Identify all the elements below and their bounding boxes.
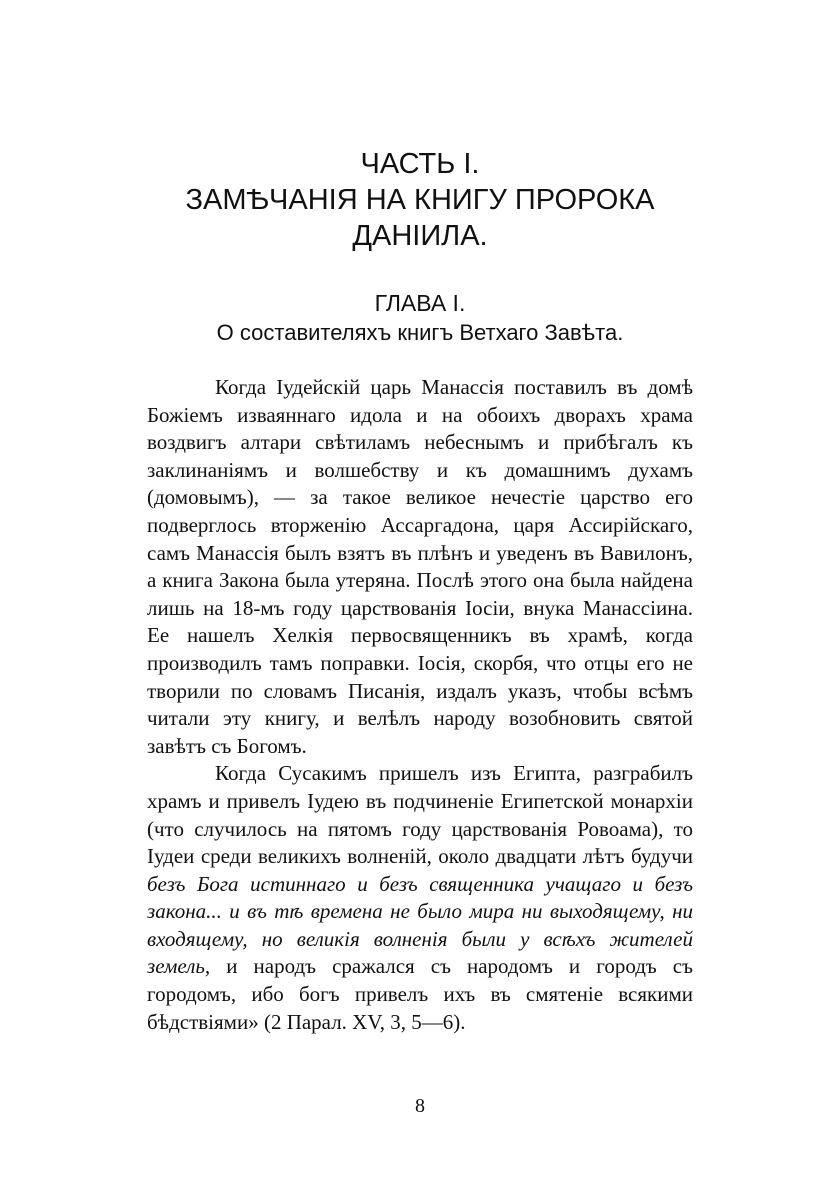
part-heading: [0, 146, 840, 254]
body-text: [147, 374, 693, 1036]
chapter-title: О составителяхъ книгъ Ветхаго Завѣта.: [216, 320, 624, 345]
part-number: ЧАСТЬ I.: [360, 148, 480, 180]
page-number: 8: [415, 1095, 425, 1117]
part-title-line-2: ДАНІИЛА.: [352, 220, 488, 252]
paragraph-2: [147, 760, 693, 1036]
part-title-line-1: ЗАМѢЧАНІЯ НА КНИГУ ПРОРОКА: [185, 184, 655, 216]
paragraph-2-text-start: Когда Сусакимъ пришелъ изъ Египта, разграбилъ храмъ и привелъ Iудею въ подчиненіе Египетской монархіи (что случилось на пятомъ году царствованія Ровоама), то Iудеи среди великихъ волненій, около двадцати лѣтъ будучи: [147, 761, 693, 869]
chapter-heading: [0, 288, 840, 348]
paragraph-2-scripture-quote: безъ Бога истиннаго и безъ священника учащаго и безъ закона... и въ тѣ времена не было мира ни выходящему, ни входящему, но великія волненія были у всѣхъ жителей земель,: [147, 871, 693, 979]
paragraph-1: Когда Iудейскій царь Манассія поставилъ въ домѣ Божіемъ изваяннаго идола и на обоихъ дворахъ храма воздвигъ алтари свѣтиламъ небеснымъ и прибѣгалъ къ заклинаніямъ и волшебству и къ домашнимъ духамъ (домовымъ), — за такое великое нечестіе царство его подверглось вторженію Ассаргадона, царя Ассирійскаго, самъ Манассія былъ взятъ въ плѣнъ и уведенъ въ Вавилонъ, а книга Закона была утеряна. Послѣ этого она была найдена лишь на 18-мъ году царствованія Iосіи, внука Манассіина. Ее нашелъ Хелкія первосвященникъ въ храмѣ, когда производилъ тамъ поправки. Iосія, скорбя, что отцы его не творили по словамъ Писанія, издалъ указъ, чтобы всѣмъ читали эту книгу, и велѣлъ народу возобновить святой завѣтъ съ Богомъ.: [147, 375, 693, 758]
chapter-number: ГЛАВА I.: [374, 290, 466, 316]
paragraph-2-text-end: и народъ сражался съ народомъ и городъ съ городомъ, ибо богъ привелъ ихъ въ смятеніе всякими бѣдствіями» (2 Парал. XV, 3, 5—6).: [147, 954, 693, 1034]
